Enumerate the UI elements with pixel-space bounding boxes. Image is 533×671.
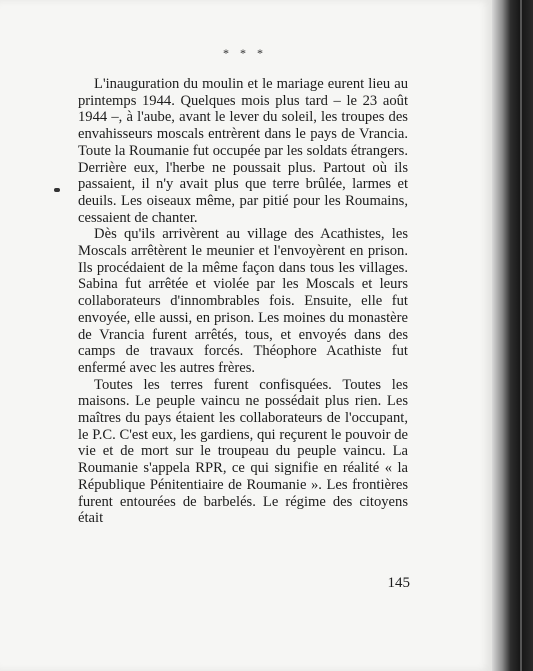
section-ornament: * * * xyxy=(223,46,267,60)
page-number: 145 xyxy=(387,575,410,591)
paragraph-2: Dès qu'ils arrivèrent au village des Acathistes, les Moscals arrêtèrent le meunier et l'envoyèrent en prison. Ils procédaient de la même façon dans tous les villages. Sabina fut arrêtée et violée par les Moscals et leurs collaborateurs d'innombrables fois. Ensuite, elle fut envoyée, elle aussi, en prison. Les moines du monastère de Vrancia furent arrêtés, tous, et envoyés dans des camps de travaux forcés. Théophore Acathiste fut enfermé avec les autres frères. xyxy=(78,226,408,376)
body-text xyxy=(78,76,408,527)
paragraph-1: L'inauguration du moulin et le mariage eurent lieu au printemps 1944. Quelques mois plus tard – le 23 août 1944 –, à l'aube, avant le lever du soleil, les troupes des envahisseurs moscals entrèrent dans le pays de Vrancia. Toute la Roumanie fut occupée par les soldats étrangers. Derrière eux, l'herbe ne poussait plus. Partout où ils passaient, il n'y avait plus que terre brûlée, larmes et deuils. Les oiseaux même, par pitié pour les Roumains, cessaient de chanter. xyxy=(78,76,408,226)
spine-edge xyxy=(520,0,522,671)
margin-mark xyxy=(54,188,60,192)
paragraph-3: Toutes les terres furent confisquées. Toutes les maisons. Le peuple vaincu ne possédait plus rien. Les maîtres du pays étaient les collaborateurs de l'occupant, le P.C. C'est eux, les gardiens, qui reçurent le pouvoir de vie et de mort sur le troupeau du peuple vaincu. La Roumanie s'appela RPR, ce qui signifie en réalité « la République Pénitentiaire de Roumanie ». Les frontières furent entourées de barbelés. Le régime des citoyens était xyxy=(78,376,408,527)
book-spine-shadow xyxy=(492,0,533,671)
